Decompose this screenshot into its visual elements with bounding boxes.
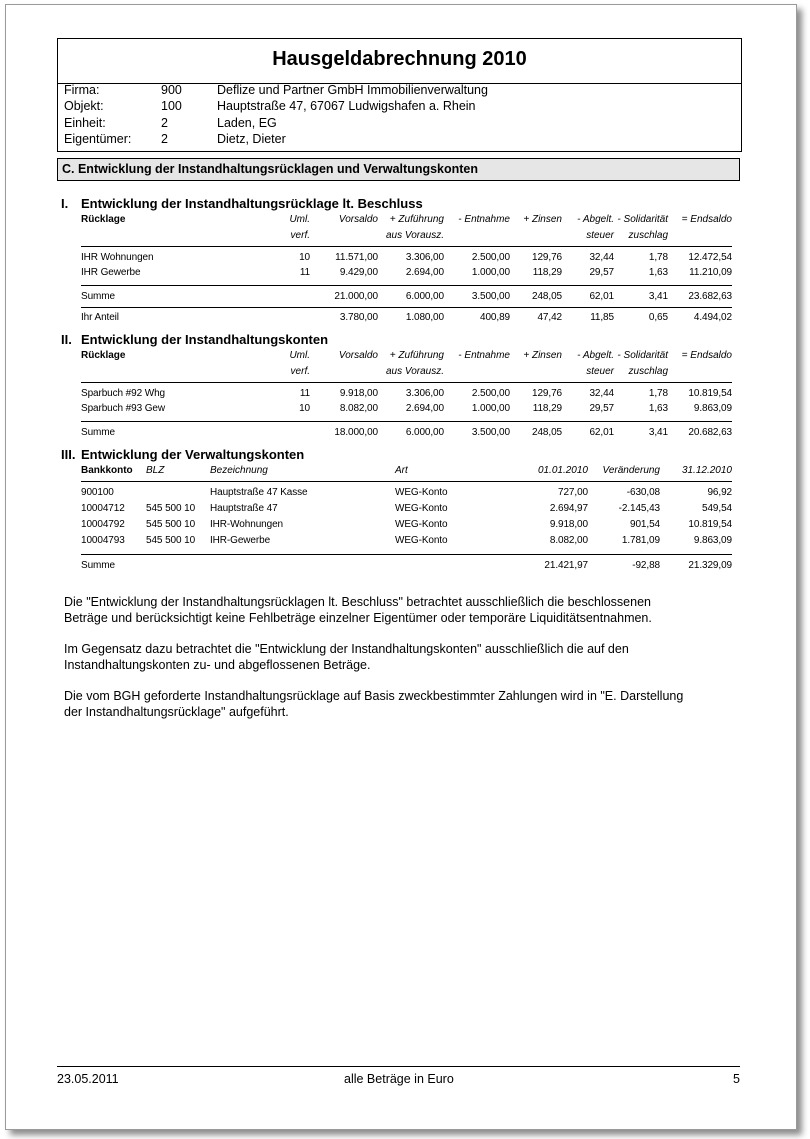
table-row-cell: 9.918,00 — [339, 388, 378, 399]
table-row-cell: 3.306,00 — [405, 252, 444, 263]
account-row-cell: IHR-Wohnungen — [210, 519, 284, 530]
sum-row-cell: 6.000,00 — [405, 291, 444, 302]
sum-row-cell: 3.500,00 — [471, 291, 510, 302]
footer-divider — [57, 1066, 740, 1067]
explanation-line: der Instandhaltungsrücklage" aufgeführt. — [64, 705, 289, 719]
sum-row-cell: 3,41 — [648, 427, 668, 438]
section-c-title: C. Entwicklung der Instandhaltungsrücklagen und Verwaltungskonten — [62, 162, 479, 176]
account-row-amount: -2.145,43 — [618, 503, 660, 514]
account-row-cell: Hauptstraße 47 — [210, 503, 278, 514]
account-row-cell: WEG-Konto — [395, 487, 448, 498]
col-header-vorsaldo: Vorsaldo — [338, 350, 378, 361]
col-header-vorausz: aus Vorausz. — [386, 366, 444, 377]
table-row-cell: 10 — [299, 403, 310, 414]
table-row-cell: 129,76 — [532, 252, 562, 263]
account-row-cell: 545 500 10 — [146, 519, 196, 530]
part2-header-rule — [81, 382, 732, 383]
table-row-label: IHR Wohnungen — [81, 252, 154, 263]
col-header-veraenderung: Veränderung — [602, 465, 660, 476]
account-row-amount: 1.781,09 — [621, 535, 660, 546]
table-row-cell: 32,44 — [589, 388, 614, 399]
col-header-zufuehrung: + Zuführung — [389, 350, 444, 361]
col-header-zufuehrung: + Zuführung — [389, 214, 444, 225]
col-header-abgelt: - Abgelt. — [577, 350, 614, 361]
footer-page-number: 5 — [733, 1072, 740, 1086]
account-row-cell: 900100 — [81, 487, 114, 498]
account-row-cell: 545 500 10 — [146, 503, 196, 514]
footer-date: 23.05.2011 — [57, 1072, 119, 1086]
col-header-vorsaldo: Vorsaldo — [338, 214, 378, 225]
col-header-uml: Uml. — [289, 214, 310, 225]
account-sum-row-amount: 21.421,97 — [544, 560, 588, 571]
account-row-amount: 901,54 — [630, 519, 660, 530]
sum-row-cell: 6.000,00 — [405, 427, 444, 438]
col-header-3112: 31.12.2010 — [681, 465, 732, 476]
col-header-blz: BLZ — [146, 465, 165, 476]
account-row-amount: -630,08 — [626, 487, 660, 498]
account-row-cell: WEG-Konto — [395, 519, 448, 530]
share-row-label: Ihr Anteil — [81, 312, 119, 323]
sum-row-cell: 62,01 — [589, 427, 614, 438]
col-header-zuschlag: zuschlag — [628, 230, 668, 241]
account-row-amount: 9.918,00 — [549, 519, 588, 530]
part3-sum-rule — [81, 554, 732, 555]
sum-row-cell: 248,05 — [532, 291, 562, 302]
share-row-cell: 1.080,00 — [405, 312, 444, 323]
meta-value: Dietz, Dieter — [217, 131, 286, 146]
col-header-endsaldo: = Endsaldo — [681, 350, 732, 361]
explanation-line: Die vom BGH geforderte Instandhaltungsrücklage auf Basis zweckbestimmter Zahlungen wird in "E. Darstellung — [64, 689, 684, 703]
table-row-cell: 32,44 — [589, 252, 614, 263]
meta-label: Firma: — [64, 83, 100, 97]
part2-title: Entwicklung der Instandhaltungskonten — [81, 332, 329, 347]
account-sum-row-amount: -92,88 — [632, 560, 660, 571]
table-row-cell: 11.571,00 — [335, 252, 378, 263]
col-header-solidaritaet: - Solidarität — [617, 214, 668, 225]
table-row-cell: 8.082,00 — [339, 403, 378, 414]
part1-share-rule — [81, 307, 732, 308]
part2-sum-rule — [81, 421, 732, 422]
account-sum-row-amount: 21.329,09 — [688, 560, 732, 571]
account-sum-row-cell: Summe — [81, 560, 115, 571]
account-row-amount: 96,92 — [707, 487, 732, 498]
meta-label: Objekt: — [64, 99, 104, 114]
col-header-verf: verf. — [290, 230, 310, 241]
sum-row-cell: 3,41 — [648, 291, 668, 302]
col-header-entnahme: - Entnahme — [458, 214, 510, 225]
table-row-cell: 1.000,00 — [471, 403, 510, 414]
account-row-amount: 2.694,97 — [549, 503, 588, 514]
part3-number: III. — [61, 447, 76, 462]
section-c-bar — [57, 158, 740, 181]
account-row-amount: 8.082,00 — [549, 535, 588, 546]
col-header-steuer: steuer — [586, 366, 614, 377]
part1-number: I. — [61, 196, 69, 211]
account-row-cell: 10004792 — [81, 519, 125, 530]
col-header-0101: 01.01.2010 — [537, 465, 588, 476]
table-row-cell: 9.429,00 — [339, 267, 378, 278]
account-row-cell: 10004793 — [81, 535, 125, 546]
table-row-cell: 129,76 — [532, 388, 562, 399]
meta-value: Hauptstraße 47, 67067 Ludwigshafen a. Rhein — [217, 99, 476, 114]
account-row-cell: IHR-Gewerbe — [210, 535, 271, 546]
col-header-verf: verf. — [290, 366, 310, 377]
sum-row-cell: 62,01 — [589, 291, 614, 302]
table-row-label: Sparbuch #92 Whg — [81, 388, 166, 399]
table-row-cell: 2.500,00 — [471, 388, 510, 399]
col-header-endsaldo: = Endsaldo — [681, 214, 732, 225]
sum-row-cell: 18.000,00 — [334, 427, 378, 438]
report-title: Hausgeldabrechnung 2010 — [272, 48, 527, 70]
sum-row-cell: 248,05 — [532, 427, 562, 438]
sum-row-label: Summe — [81, 291, 115, 302]
col-header-entnahme: - Entnahme — [458, 350, 510, 361]
table-row-cell: 1,63 — [648, 403, 668, 414]
part1-title: Entwicklung der Instandhaltungsrücklage lt. Beschluss — [81, 196, 423, 211]
account-row-cell: WEG-Konto — [395, 535, 448, 546]
part1-sum-rule — [81, 285, 732, 286]
sum-row-cell: 3.500,00 — [471, 427, 510, 438]
table-row-cell: 118,29 — [532, 403, 562, 414]
part3-header-rule — [81, 481, 732, 482]
table-row-cell: 2.500,00 — [471, 252, 510, 263]
table-row-label: Sparbuch #93 Gew — [81, 403, 166, 414]
table-row-cell: 29,57 — [589, 403, 614, 414]
table-row-cell: 12.472,54 — [688, 252, 732, 263]
col-header-ruecklage: Rücklage — [81, 350, 126, 361]
explanation-line: Beträge und berücksichtigt keine Fehlbeträge einzelner Eigentümer oder temporäre Liquiditätsentnahmen. — [64, 611, 652, 625]
table-row-cell: 29,57 — [589, 267, 614, 278]
share-row-cell: 400,89 — [480, 312, 510, 323]
sum-row-cell: 20.682,63 — [688, 427, 732, 438]
share-row-cell: 0,65 — [648, 312, 668, 323]
explanation-line: Im Gegensatz dazu betrachtet die "Entwicklung der Instandhaltungskonten" ausschließlich die auf den — [64, 642, 629, 656]
sum-row-label: Summe — [81, 427, 115, 438]
table-row-cell: 2.694,00 — [405, 403, 444, 414]
share-row-cell: 3.780,00 — [339, 312, 378, 323]
account-row-cell: 545 500 10 — [146, 535, 196, 546]
col-header-bezeichnung: Bezeichnung — [210, 465, 268, 476]
meta-value: Deflize und Partner GmbH Immobilienverwaltung — [217, 83, 488, 97]
part3-title: Entwicklung der Verwaltungskonten — [81, 447, 305, 462]
col-header-zinsen: + Zinsen — [523, 214, 562, 225]
col-header-uml: Uml. — [289, 350, 310, 361]
share-row-cell: 4.494,02 — [693, 312, 732, 323]
explanation-line: Instandhaltungskonten zu- und abgeflossenen Beträge. — [64, 658, 371, 672]
meta-number: 2 — [161, 131, 168, 146]
col-header-vorausz: aus Vorausz. — [386, 230, 444, 241]
table-row-cell: 11 — [299, 267, 310, 278]
meta-number: 2 — [161, 115, 168, 130]
sum-row-cell: 23.682,63 — [688, 291, 732, 302]
table-row-cell: 10 — [299, 252, 310, 263]
sum-row-cell: 21.000,00 — [334, 291, 378, 302]
col-header-ruecklage: Rücklage — [81, 214, 126, 225]
table-row-cell: 1.000,00 — [471, 267, 510, 278]
account-row-amount: 9.863,09 — [693, 535, 732, 546]
part1-header-rule — [81, 246, 732, 247]
table-row-cell: 118,29 — [532, 267, 562, 278]
meta-number: 900 — [161, 83, 182, 97]
meta-label: Einheit: — [64, 115, 106, 130]
account-row-cell: WEG-Konto — [395, 503, 448, 514]
table-row-cell: 11.210,09 — [689, 267, 732, 278]
account-row-amount: 727,00 — [558, 487, 588, 498]
meta-number: 100 — [161, 99, 182, 114]
col-header-zinsen: + Zinsen — [523, 350, 562, 361]
meta-value: Laden, EG — [217, 115, 277, 130]
account-row-cell: Hauptstraße 47 Kasse — [210, 487, 308, 498]
table-row-cell: 2.694,00 — [405, 267, 444, 278]
share-row-cell: 47,42 — [537, 312, 562, 323]
account-row-cell: 10004712 — [81, 503, 125, 514]
table-row-cell: 9.863,09 — [693, 403, 732, 414]
col-header-solidaritaet: - Solidarität — [617, 350, 668, 361]
table-row-cell: 3.306,00 — [405, 388, 444, 399]
account-row-amount: 10.819,54 — [688, 519, 732, 530]
table-row-cell: 11 — [299, 388, 310, 399]
report-page — [5, 4, 797, 1130]
footer-note: alle Beträge in Euro — [344, 1072, 454, 1086]
table-row-cell: 10.819,54 — [688, 388, 732, 399]
table-row-label: IHR Gewerbe — [81, 267, 141, 278]
col-header-zuschlag: zuschlag — [628, 366, 668, 377]
col-header-art: Art — [395, 465, 408, 476]
share-row-cell: 11,85 — [590, 312, 614, 323]
col-header-steuer: steuer — [586, 230, 614, 241]
meta-label: Eigentümer: — [64, 131, 132, 146]
col-header-bankkonto: Bankkonto — [81, 465, 133, 476]
table-row-cell: 1,78 — [648, 252, 668, 263]
table-row-cell: 1,63 — [648, 267, 668, 278]
part2-number: II. — [61, 332, 72, 347]
col-header-abgelt: - Abgelt. — [577, 214, 614, 225]
account-row-amount: 549,54 — [702, 503, 732, 514]
table-row-cell: 1,78 — [648, 388, 668, 399]
explanation-line: Die "Entwicklung der Instandhaltungsrücklagen lt. Beschluss" betrachtet ausschließlich die beschlossenen — [64, 595, 651, 609]
